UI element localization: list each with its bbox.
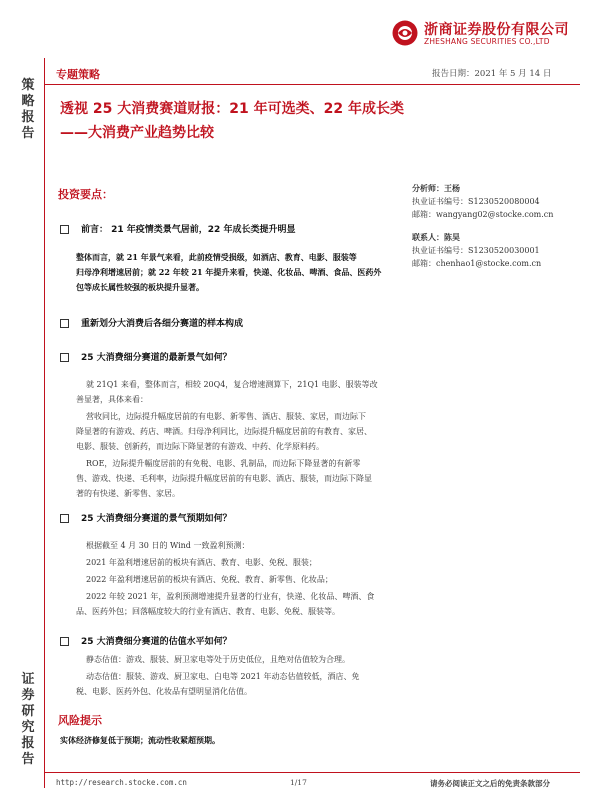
company-logo-icon <box>392 20 418 46</box>
text-line: 电影、服装、创新药，而边际下降显著的有游戏、中药、化学原料药。 <box>76 442 324 451</box>
text-line: 2022 年盈利增速居前的板块有酒店、免税、教育、新零售、化妆品； <box>86 575 333 584</box>
report-date: 报告日期：2021 年 5 月 14 日 <box>432 69 552 79</box>
sidebar-bottom-char: 报 <box>21 736 35 751</box>
paragraph-preface <box>76 250 396 295</box>
risk-heading: 风险提示 <box>58 714 102 727</box>
bullet-sample <box>60 316 243 329</box>
page-number: 1/17 <box>290 778 307 787</box>
contact-name: 联系人：陈昊 <box>412 232 460 242</box>
checkbox-icon <box>60 637 69 646</box>
company-name-cn: 浙商证券股份有限公司 <box>424 22 569 38</box>
bullet-text: 25 大消费细分赛道的最新景气如何？ <box>81 353 232 363</box>
checkbox-icon <box>60 319 69 328</box>
analyst-email[interactable]: 邮箱：wangyang02@stocke.com.cn <box>412 210 554 219</box>
text-line: 动态估值：服装、游戏、厨卫家电、白电等 2021 年动态估值较低，酒店、免 <box>86 672 360 681</box>
company-name-en: ZHESHANG SECURITIES CO.,LTD <box>424 37 550 46</box>
bullet-preface <box>60 222 295 235</box>
paragraph-valuation <box>76 652 396 699</box>
footer-divider <box>44 772 580 773</box>
analyst-name: 分析师：王杨 <box>412 183 460 193</box>
paragraph-latest <box>76 377 396 501</box>
bullet-text: 25 大消费细分赛道的估值水平如何？ <box>81 637 232 647</box>
contact-email[interactable]: 邮箱：chenhao1@stocke.com.cn <box>412 259 542 268</box>
sidebar-bottom-char: 究 <box>21 720 35 735</box>
text-line: 归母净利增速居前；就 22 年较 21 年提升来看，快递、化妆品、啤酒、食品、医药外 <box>76 267 382 277</box>
footer-disclaimer: 请务必阅读正文之后的免责条款部分 <box>430 779 550 788</box>
risk-text: 实体经济修复低于预期；流动性收紧超预期。 <box>60 735 220 745</box>
text-line: 售、游戏、快递、毛利率，边际提升幅度居前的有电影、酒店、服装，而边际下降显 <box>76 474 372 483</box>
sidebar-top-char: 告 <box>21 126 35 141</box>
text-line: 就 21Q1 来看，整体而言，相较 20Q4，复合增速测算下，21Q1 电影、服装等改 <box>86 380 378 389</box>
text-line: 静态估值：游戏、服装、厨卫家电等处于历史低位，且绝对估值较为合理。 <box>86 655 350 664</box>
header-divider <box>44 84 580 85</box>
checkbox-icon <box>60 514 69 523</box>
text-line: 包等成长属性较强的板块提升显著。 <box>76 282 204 292</box>
text-line: 2022 年较 2021 年，盈利预测增速提升显著的行业有，快递、化妆品、啤酒、食 <box>86 592 375 601</box>
analyst-block <box>412 182 553 270</box>
checkbox-icon <box>60 353 69 362</box>
bullet-latest <box>60 350 232 363</box>
sidebar-bottom-char: 券 <box>21 688 35 703</box>
text-line: ROE，边际提升幅度居前的有免税、电影、乳制品，而边际下降显著的有新零 <box>86 459 361 468</box>
sidebar-top-char: 策 <box>21 78 35 93</box>
contact-cert: 执业证书编号：S1230520030001 <box>412 246 540 255</box>
footer-url[interactable]: http://research.stocke.com.cn <box>56 778 187 787</box>
sidebar-bottom-char: 研 <box>21 704 35 719</box>
sidebar-top-char: 略 <box>21 94 35 109</box>
page-subtitle: ——大消费产业趋势比较 <box>60 125 214 141</box>
report-category: 专题策略 <box>56 68 100 81</box>
bullet-expectation <box>60 511 232 524</box>
bullet-text: 重新划分大消费后各细分赛道的样本构成 <box>81 319 244 329</box>
text-line: 品、医药外包；回落幅度较大的行业有酒店、教育、电影、免税、服装等。 <box>76 607 340 616</box>
paragraph-expectation <box>76 538 396 619</box>
invest-heading: 投资要点： <box>58 188 113 201</box>
company-logo <box>392 20 418 46</box>
text-line: 著的有快递、新零售、家居。 <box>76 489 180 498</box>
page-title: 透视 25 大消费赛道财报：21 年可选类、22 年成长类 <box>60 101 404 117</box>
text-line: 善显著，具体来看： <box>76 395 148 404</box>
text-line: 营收同比，边际提升幅度居前的有电影、新零售、酒店、服装、家居，而边际下 <box>86 412 366 421</box>
text-line: 降显著的有游戏、药店、啤酒。归母净利同比，边际提升幅度居前的有教育、家居、 <box>76 427 372 436</box>
text-line: 税、电影、医药外包、化妆品有望明显消化估值。 <box>76 687 252 696</box>
sidebar-top-char: 报 <box>21 110 35 125</box>
checkbox-icon <box>60 225 69 234</box>
bullet-text: 25 大消费细分赛道的景气预期如何？ <box>81 514 232 524</box>
analyst-cert: 执业证书编号：S1230520080004 <box>412 197 540 206</box>
bullet-valuation <box>60 634 232 647</box>
sidebar-bottom-char: 告 <box>21 752 35 767</box>
text-line: 2021 年盈利增速居前的板块有酒店、教育、电影、免税、服装； <box>86 558 317 567</box>
text-line: 根据截至 4 月 30 日的 Wind 一致盈利预测： <box>86 541 250 550</box>
sidebar-bottom-char: 证 <box>21 672 35 687</box>
sidebar-frame <box>44 58 45 788</box>
text-line: 整体而言，就 21 年景气来看，此前疫情受损级，如酒店、教育、电影、服装等 <box>76 252 357 262</box>
bullet-text: 前言： 21 年疫情类景气居前，22 年成长类提升明显 <box>81 225 296 235</box>
